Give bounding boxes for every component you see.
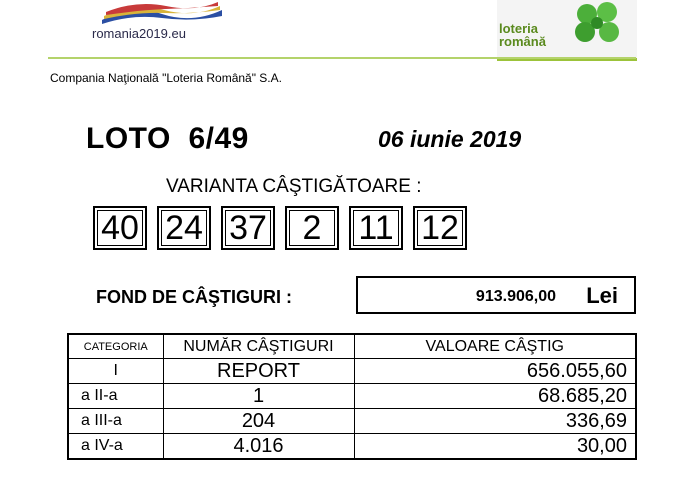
loteria-logo-line2: română bbox=[499, 34, 546, 49]
winners-cell: 1 bbox=[163, 384, 354, 409]
category-cell: a IV-a bbox=[68, 434, 163, 460]
category-cell: a III-a bbox=[68, 409, 163, 434]
winners-cell: 4.016 bbox=[163, 434, 354, 460]
header-divider bbox=[48, 57, 636, 59]
table-row bbox=[68, 409, 636, 434]
winning-number: 24 bbox=[165, 209, 203, 247]
winning-number: 40 bbox=[101, 209, 139, 247]
column-header-winners: NUMĂR CÂŞTIGURI bbox=[163, 334, 354, 359]
table-row bbox=[68, 434, 636, 460]
prize-fund-value: 913.906,00 bbox=[475, 288, 556, 305]
prize-fund-box bbox=[356, 276, 636, 314]
prize-cell: 656.055,60 bbox=[354, 359, 636, 384]
winning-numbers bbox=[93, 206, 467, 250]
column-header-prize: VALOARE CÂŞTIG bbox=[354, 334, 636, 359]
company-name: Compania Naţională "Loteria Română" S.A. bbox=[50, 71, 282, 85]
winning-number-box bbox=[157, 206, 211, 250]
table-header-row bbox=[68, 334, 636, 359]
winners-cell: REPORT bbox=[163, 359, 354, 384]
loteria-romana-logo-text bbox=[499, 22, 546, 48]
prize-fund-currency: Lei bbox=[586, 283, 618, 308]
winning-number: 2 bbox=[302, 209, 322, 247]
loteria-logo-line1: loteria bbox=[499, 21, 539, 36]
table-row bbox=[68, 384, 636, 409]
winners-cell: 204 bbox=[163, 409, 354, 434]
clover-icon bbox=[567, 2, 631, 46]
winning-number: 12 bbox=[421, 209, 459, 247]
prize-fund-label: FOND DE CÂŞTIGURI : bbox=[96, 287, 292, 307]
winning-numbers-label: VARIANTA CÂŞTIGĂTOARE : bbox=[166, 176, 422, 197]
category-cell: I bbox=[68, 359, 163, 384]
romania2019-logo-text: romania2019.eu bbox=[92, 26, 186, 41]
prize-cell: 30,00 bbox=[354, 434, 636, 460]
prize-cell: 68.685,20 bbox=[354, 384, 636, 409]
winning-number-box bbox=[349, 206, 403, 250]
winning-number-box bbox=[285, 206, 339, 250]
winning-number-box bbox=[221, 206, 275, 250]
winning-number: 37 bbox=[229, 209, 267, 247]
column-header-category: CATEGORIA bbox=[68, 334, 163, 359]
table-row bbox=[68, 359, 636, 384]
winning-number-box bbox=[93, 206, 147, 250]
winning-number: 11 bbox=[358, 209, 394, 247]
winning-number-box bbox=[413, 206, 467, 250]
draw-date: 06 iunie 2019 bbox=[378, 126, 522, 152]
prize-table bbox=[67, 333, 637, 460]
category-cell: a II-a bbox=[68, 384, 163, 409]
game-title: LOTO 6/49 bbox=[86, 122, 249, 155]
prize-cell: 336,69 bbox=[354, 409, 636, 434]
